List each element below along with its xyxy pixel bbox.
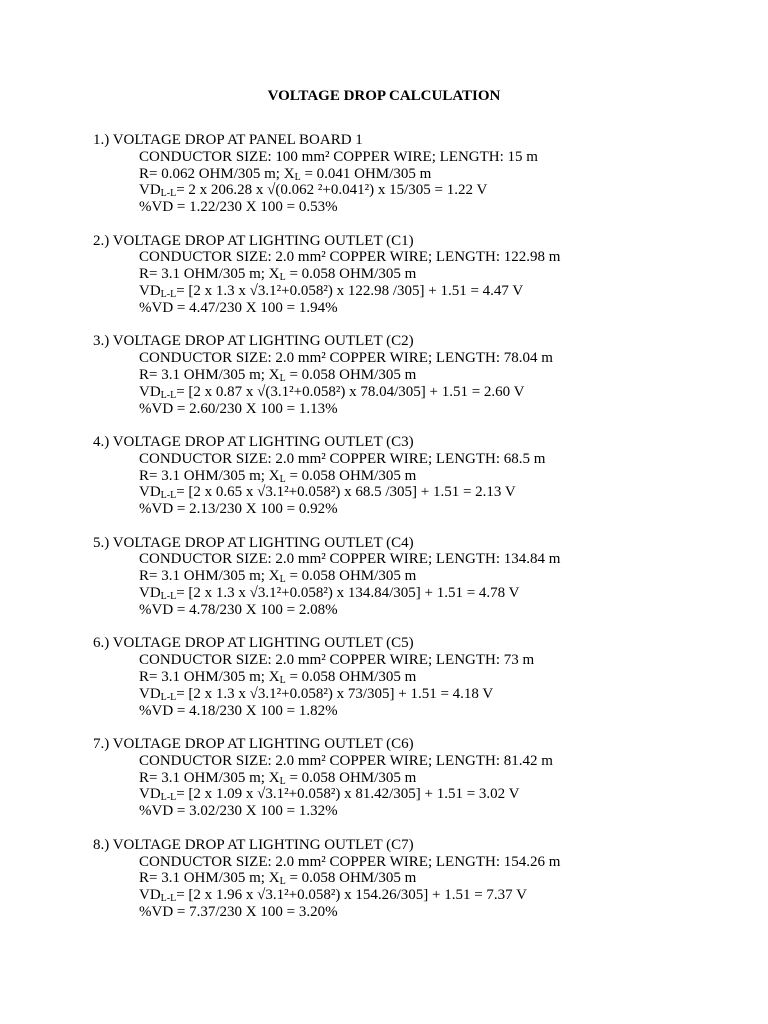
vd-subscript: L-L — [160, 893, 177, 905]
resistance-text: R= 3.1 OHM/305 m; — [139, 467, 265, 484]
reactance-text: = 0.041 OHM/305 m — [304, 165, 432, 182]
resistance-text: R= 3.1 OHM/305 m; — [139, 266, 265, 283]
reactance-text: = 0.058 OHM/305 m — [289, 568, 417, 585]
vd-formula: = [2 x 1.09 x √3.1²+0.058²) x 81.42/305] + 1.51 = 3.02 V — [176, 786, 520, 803]
resistance-text: R= 0.062 OHM/305 m; — [139, 165, 280, 182]
reactance-subscript: L — [279, 876, 286, 888]
impedance-line — [93, 468, 753, 485]
resistance-text: R= 3.1 OHM/305 m; — [139, 568, 265, 585]
resistance-text: R= 3.1 OHM/305 m; — [139, 668, 265, 685]
reactance-symbol: X — [268, 568, 280, 585]
reactance-symbol: X — [268, 769, 280, 786]
conductor-line: CONDUCTOR SIZE: 2.0 mm² COPPER WIRE; LENGTH: 73 m — [139, 652, 535, 669]
calc-section — [93, 635, 753, 719]
conductor-line: CONDUCTOR SIZE: 2.0 mm² COPPER WIRE; LENGTH: 122.98 m — [139, 249, 561, 266]
vd-symbol: VD — [139, 283, 161, 300]
impedance-line — [93, 367, 753, 384]
conductor-line: CONDUCTOR SIZE: 2.0 mm² COPPER WIRE; LENGTH: 78.04 m — [139, 350, 553, 367]
calc-section — [93, 233, 753, 317]
percent-vd-line: %VD = 3.02/230 X 100 = 1.32% — [139, 803, 338, 820]
section-heading: 5.) VOLTAGE DROP AT LIGHTING OUTLET (C4) — [93, 534, 414, 551]
voltage-drop-line — [93, 887, 753, 904]
vd-symbol: VD — [139, 182, 161, 199]
reactance-text: = 0.058 OHM/305 m — [289, 266, 417, 283]
calc-section — [93, 837, 753, 921]
conductor-line: CONDUCTOR SIZE: 100 mm² COPPER WIRE; LENGTH: 15 m — [139, 148, 538, 165]
calc-section — [93, 434, 753, 518]
conductor-line: CONDUCTOR SIZE: 2.0 mm² COPPER WIRE; LENGTH: 68.5 m — [139, 450, 546, 467]
reactance-subscript: L — [279, 272, 286, 284]
vd-subscript: L-L — [160, 389, 177, 401]
voltage-drop-line — [93, 686, 753, 703]
voltage-drop-line — [93, 585, 753, 602]
voltage-drop-line — [93, 384, 753, 401]
conductor-line: CONDUCTOR SIZE: 2.0 mm² COPPER WIRE; LENGTH: 154.26 m — [139, 853, 561, 870]
section-heading: 1.) VOLTAGE DROP AT PANEL BOARD 1 — [93, 132, 363, 148]
vd-symbol: VD — [139, 585, 161, 602]
reactance-text: = 0.058 OHM/305 m — [289, 366, 417, 383]
vd-symbol: VD — [139, 685, 161, 702]
vd-symbol: VD — [139, 383, 161, 400]
reactance-subscript: L — [279, 574, 286, 586]
vd-formula: = [2 x 0.87 x √(3.1²+0.058²) x 78.04/305] + 1.51 = 2.60 V — [176, 383, 525, 400]
percent-vd-line: %VD = 4.47/230 X 100 = 1.94% — [139, 299, 338, 316]
calc-section — [93, 132, 753, 216]
impedance-line — [93, 770, 753, 787]
voltage-drop-line — [93, 283, 753, 300]
conductor-line: CONDUCTOR SIZE: 2.0 mm² COPPER WIRE; LENGTH: 81.42 m — [139, 752, 553, 769]
reactance-text: = 0.058 OHM/305 m — [289, 467, 417, 484]
reactance-subscript: L — [294, 171, 301, 183]
vd-formula: = [2 x 1.96 x √3.1²+0.058²) x 154.26/305] + 1.51 = 7.37 V — [176, 887, 527, 904]
resistance-text: R= 3.1 OHM/305 m; — [139, 769, 265, 786]
vd-formula: = [2 x 1.3 x √3.1²+0.058²) x 134.84/305] + 1.51 = 4.78 V — [176, 585, 520, 602]
section-heading: 2.) VOLTAGE DROP AT LIGHTING OUTLET (C1) — [93, 232, 414, 249]
vd-subscript: L-L — [160, 691, 177, 703]
document-title: VOLTAGE DROP CALCULATION — [267, 88, 501, 104]
impedance-line — [93, 266, 753, 283]
section-heading: 7.) VOLTAGE DROP AT LIGHTING OUTLET (C6) — [93, 736, 414, 753]
vd-symbol: VD — [139, 484, 161, 501]
vd-formula: = [2 x 1.3 x √3.1²+0.058²) x 122.98 /305] + 1.51 = 4.47 V — [176, 283, 524, 300]
section-heading: 4.) VOLTAGE DROP AT LIGHTING OUTLET (C3) — [93, 434, 414, 451]
vd-subscript: L-L — [160, 188, 177, 200]
reactance-subscript: L — [279, 473, 286, 485]
impedance-line — [93, 669, 753, 686]
vd-symbol: VD — [139, 786, 161, 803]
vd-subscript: L-L — [160, 289, 177, 301]
conductor-line: CONDUCTOR SIZE: 2.0 mm² COPPER WIRE; LENGTH: 134.84 m — [139, 551, 561, 568]
impedance-line — [93, 568, 753, 585]
percent-vd-line: %VD = 4.78/230 X 100 = 2.08% — [139, 601, 338, 618]
calc-section — [93, 333, 753, 417]
percent-vd-line: %VD = 4.18/230 X 100 = 1.82% — [139, 702, 338, 719]
voltage-drop-line — [93, 786, 753, 803]
vd-subscript: L-L — [160, 490, 177, 502]
calc-section — [93, 535, 753, 619]
vd-formula: = [2 x 0.65 x √3.1²+0.058²) x 68.5 /305] + 1.51 = 2.13 V — [176, 484, 516, 501]
impedance-line — [93, 870, 753, 887]
reactance-symbol: X — [268, 870, 280, 887]
vd-subscript: L-L — [160, 792, 177, 804]
percent-vd-line: %VD = 1.22/230 X 100 = 0.53% — [139, 199, 338, 216]
resistance-text: R= 3.1 OHM/305 m; — [139, 870, 265, 887]
percent-vd-line: %VD = 2.13/230 X 100 = 0.92% — [139, 501, 338, 518]
reactance-text: = 0.058 OHM/305 m — [289, 870, 417, 887]
section-heading: 3.) VOLTAGE DROP AT LIGHTING OUTLET (C2) — [93, 333, 414, 350]
section-heading: 8.) VOLTAGE DROP AT LIGHTING OUTLET (C7) — [93, 836, 414, 853]
reactance-symbol: X — [268, 467, 280, 484]
vd-subscript: L-L — [160, 591, 177, 603]
vd-formula: = [2 x 1.3 x √3.1²+0.058²) x 73/305] + 1.51 = 4.18 V — [176, 685, 494, 702]
percent-vd-line: %VD = 7.37/230 X 100 = 3.20% — [139, 903, 338, 920]
percent-vd-line: %VD = 2.60/230 X 100 = 1.13% — [139, 400, 338, 417]
voltage-drop-line — [93, 484, 753, 501]
calc-section — [93, 736, 753, 820]
reactance-symbol: X — [268, 366, 280, 383]
calculation-sections — [93, 132, 753, 937]
reactance-subscript: L — [279, 372, 286, 384]
reactance-subscript: L — [279, 674, 286, 686]
reactance-text: = 0.058 OHM/305 m — [289, 769, 417, 786]
reactance-symbol: X — [268, 266, 280, 283]
reactance-subscript: L — [279, 775, 286, 787]
resistance-text: R= 3.1 OHM/305 m; — [139, 366, 265, 383]
impedance-line — [93, 166, 753, 183]
reactance-text: = 0.058 OHM/305 m — [289, 668, 417, 685]
reactance-symbol: X — [268, 668, 280, 685]
voltage-drop-line — [93, 182, 753, 199]
vd-formula: = 2 x 206.28 x √(0.062 ²+0.041²) x 15/305 = 1.22 V — [176, 182, 488, 199]
vd-symbol: VD — [139, 887, 161, 904]
reactance-symbol: X — [283, 165, 295, 182]
section-heading: 6.) VOLTAGE DROP AT LIGHTING OUTLET (C5) — [93, 635, 414, 652]
